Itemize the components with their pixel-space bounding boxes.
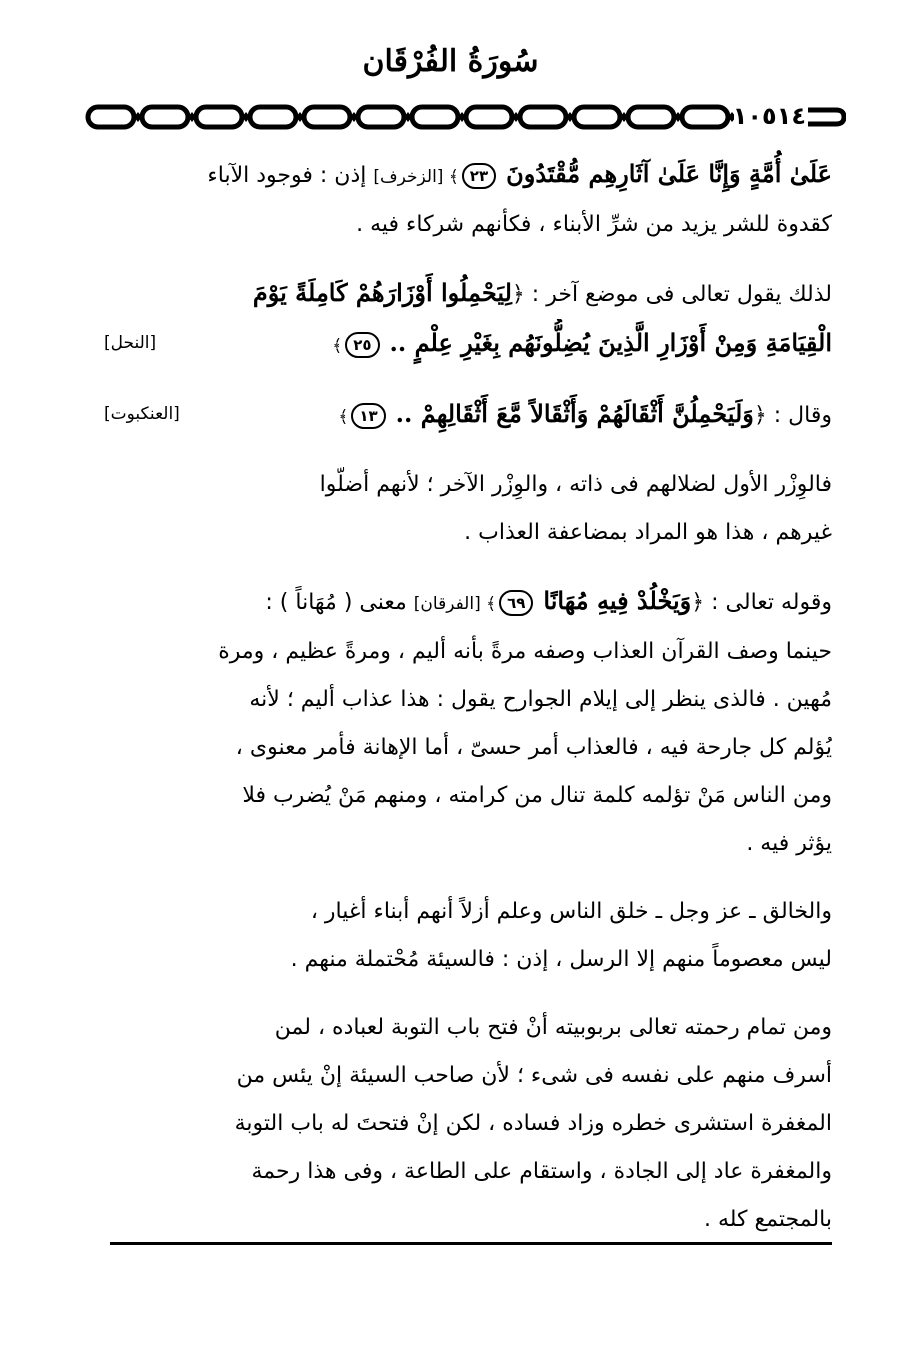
text-line bbox=[104, 150, 832, 201]
text-line bbox=[104, 1004, 832, 1052]
chain-link bbox=[358, 107, 404, 127]
text-line bbox=[104, 461, 832, 509]
surah-reference: ﴾ bbox=[338, 407, 349, 427]
verse-number-badge: ١٣ bbox=[351, 403, 385, 429]
chain-link bbox=[628, 107, 674, 127]
chain-link bbox=[196, 107, 242, 127]
header-end-cap-icon bbox=[806, 100, 846, 134]
chain-link bbox=[682, 107, 728, 127]
quran-verse: وَلَيَحْمِلُنَّ أَثْقَالَهُمْ وَأَثْقَالاً مَّعَ أَثْقَالِهِمْ .. bbox=[395, 399, 754, 428]
body-text-segment: يُؤلم كل جارحة فيه ، فالعذاب أمر حسىّ ، أما الإهانة فأمر معنوى ، bbox=[235, 735, 832, 760]
verse-number-badge: ٢٣ bbox=[462, 163, 496, 189]
surah-title: سُورَةُ الفُرْقَان bbox=[362, 44, 539, 79]
body-text-segment: يؤثر فيه . bbox=[746, 831, 832, 856]
text-line bbox=[104, 936, 832, 984]
page-header-bar bbox=[84, 100, 846, 134]
text-line bbox=[104, 820, 832, 868]
chain-link bbox=[466, 107, 512, 127]
text-line bbox=[104, 390, 832, 441]
paragraph bbox=[104, 1004, 832, 1244]
bottom-rule bbox=[110, 1242, 832, 1245]
text-line bbox=[104, 509, 832, 557]
body-text-segment: لذلك يقول تعالى فى موضع آخر : ﴿ bbox=[511, 282, 832, 307]
body-text-segment: ومن الناس مَنْ تؤلمه كلمة تنال من كرامته ، ومنهم مَنْ يُضرب فلا bbox=[242, 783, 832, 808]
body-text-segment: والمغفرة عاد إلى الجادة ، واستقام على الطاعة ، وفى هذا رحمة bbox=[251, 1159, 832, 1184]
body-text-segment: ليس معصوماً منهم إلا الرسل ، إذن : فالسيئة مُحْتملة منهم . bbox=[290, 947, 832, 972]
text-line bbox=[104, 628, 832, 676]
chain-link bbox=[412, 107, 458, 127]
quran-verse: لِيَحْمِلُوا أَوْزَارَهُمْ كَامِلَةً يَوْمَ bbox=[252, 278, 512, 307]
quran-verse: الْقِيَامَةِ وَمِنْ أَوْزَارِ الَّذِينَ يُضِلُّونَهُم بِغَيْرِ عِلْمٍ .. bbox=[389, 328, 832, 357]
quran-verse: عَلَىٰ أُمَّةٍ وَإِنَّا عَلَىٰ آثَارِهِم مُّقْتَدُونَ bbox=[506, 159, 832, 188]
body-text-segment: بالمجتمع كله . bbox=[703, 1207, 832, 1232]
text-line bbox=[104, 577, 832, 628]
text-line bbox=[104, 1100, 832, 1148]
text-line bbox=[104, 772, 832, 820]
chain-link bbox=[574, 107, 620, 127]
text-line bbox=[104, 319, 832, 370]
body-text-segment: معنى ( مُهَاناً ) : bbox=[265, 590, 414, 615]
text-line bbox=[104, 888, 832, 936]
body-text-segment: والخالق ـ عز وجل ـ خلق الناس وعلم أزلاً أنهم أبناء أغيار ، bbox=[310, 899, 832, 924]
body-text-segment: وقوله تعالى : ﴿ bbox=[691, 590, 832, 615]
ornamental-chain-border bbox=[84, 100, 734, 134]
paragraph bbox=[104, 150, 832, 249]
text-line bbox=[104, 1196, 832, 1244]
body-text-segment: ومن تمام رحمته تعالى بربوبيته أنْ فتح باب التوبة لعباده ، لمن bbox=[274, 1015, 832, 1040]
chain-link bbox=[88, 107, 134, 127]
paragraph bbox=[104, 577, 832, 868]
page-number: ١٠٥١٤ bbox=[732, 102, 806, 130]
paragraph bbox=[104, 269, 832, 370]
body-text-segment: مُهين . فالذى ينظر إلى إيلام الجوارح يقول : هذا عذاب أليم ؛ لأنه bbox=[249, 687, 832, 712]
body-text bbox=[104, 150, 832, 1264]
surah-reference: ﴾ bbox=[332, 336, 343, 356]
body-text-segment: وقال : ﴿ bbox=[753, 403, 832, 428]
text-line bbox=[104, 1052, 832, 1100]
body-text-segment: إذن : فوجود الآباء bbox=[207, 163, 374, 188]
body-text-segment: المغفرة استشرى خطره وزاد فساده ، لكن إنْ فتحتَ له باب التوبة bbox=[234, 1111, 832, 1136]
body-text-segment: فالوِزْر الأول لضلالهم فى ذاته ، والوِزْر الآخر ؛ لأنهم أضلّوا bbox=[319, 472, 832, 497]
text-line bbox=[104, 1148, 832, 1196]
body-text-segment: أسرف منهم على نفسه فى شىء ؛ لأن صاحب السيئة إنْ يئس من bbox=[236, 1063, 832, 1088]
body-text-segment: كقدوة للشر يزيد من شرِّ الأبناء ، فكأنهم شركاء فيه . bbox=[356, 212, 832, 237]
verse-number-badge: ٦٩ bbox=[499, 590, 533, 616]
body-text-segment: غيرهم ، هذا هو المراد بمضاعفة العذاب . bbox=[464, 520, 832, 545]
surah-reference: ﴾ [الفرقان] bbox=[413, 594, 497, 614]
surah-reference: [العنكبوت] bbox=[104, 404, 180, 424]
chain-link bbox=[250, 107, 296, 127]
quran-verse: وَيَخْلُدْ فِيهِ مُهَانًا bbox=[543, 586, 692, 615]
body-text-segment: حينما وصف القرآن العذاب وصفه مرةً بأنه أليم ، ومرةً عظيم ، ومرة bbox=[218, 639, 832, 664]
chain-link bbox=[142, 107, 188, 127]
paragraph bbox=[104, 461, 832, 557]
chain-link bbox=[520, 107, 566, 127]
text-line bbox=[104, 724, 832, 772]
paragraph bbox=[104, 390, 832, 441]
surah-reference: ﴾ [الزخرف] bbox=[373, 167, 459, 187]
chain-link bbox=[304, 107, 350, 127]
surah-reference: [النحل] bbox=[104, 333, 157, 353]
text-line bbox=[104, 269, 832, 319]
verse-number-badge: ٢٥ bbox=[345, 332, 379, 358]
text-line bbox=[104, 676, 832, 724]
text-line bbox=[104, 201, 832, 249]
paragraph bbox=[104, 888, 832, 984]
